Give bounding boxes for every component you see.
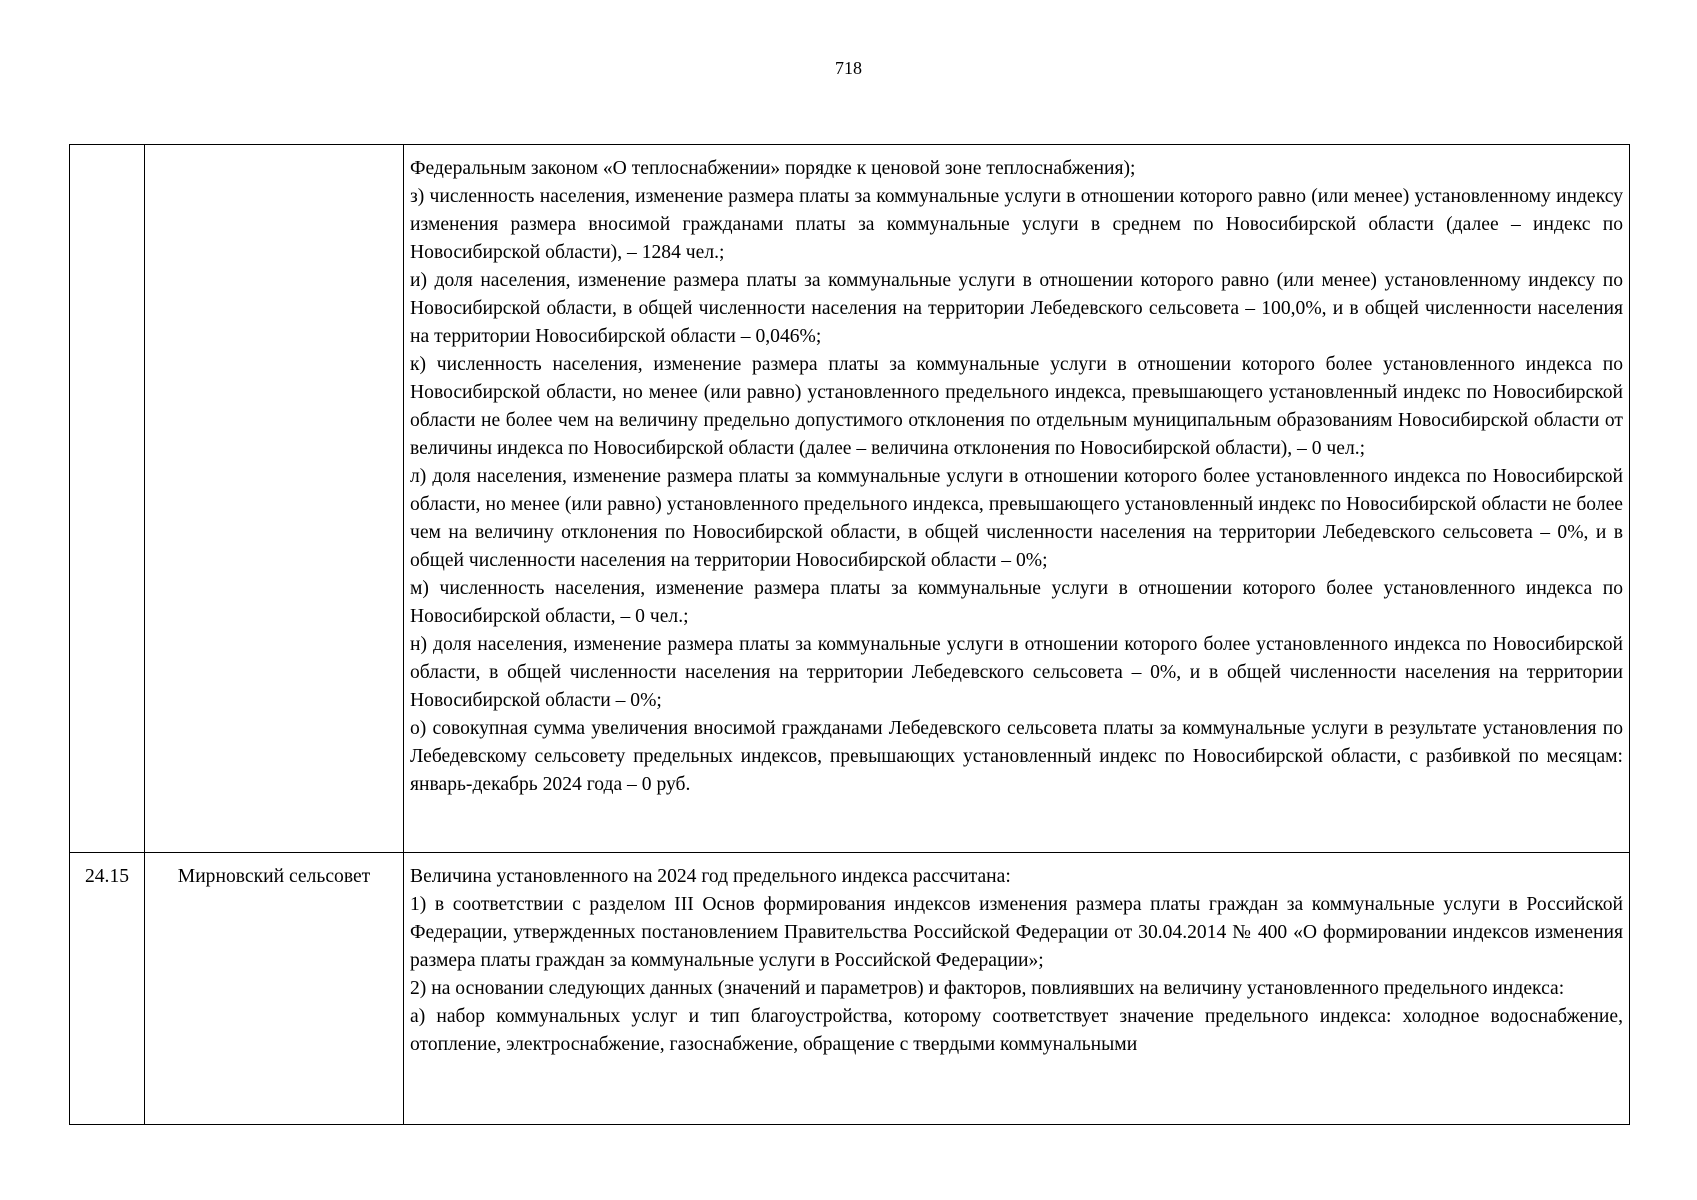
row-number-cell: 24.15 [70,853,145,1125]
row-number-cell [70,145,145,853]
paragraph: л) доля населения, изменение размера платы за коммунальные услуги в отношении которого более установленного индекса по Новосибирской области, но менее (или равно) установленного предельного индекса, превышающего установленный индекс по Новосибирской области не более чем на величину отклонения по Новосибирской области, в общей численности населения на территории Лебедевского сельсовета – 0%, и в общей численности населения на территории Новосибирской области – 0%; [410,466,1623,571]
paragraph: и) доля населения, изменение размера платы за коммунальные услуги в отношении которого равно (или менее) установленному индексу по Новосибирской области, в общей численности населения на территории Лебедевского сельсовета – 100,0%, и в общей численности населения на территории Новосибирской области – 0,046%; [410,270,1623,347]
table-row [70,853,1630,1125]
page-number: 718 [835,58,862,78]
description-cell [404,145,1630,853]
description-cell [404,853,1630,1125]
paragraph: о) совокупная сумма увеличения вносимой гражданами Лебедевского сельсовета платы за коммунальные услуги в результате установления по Лебедевскому сельсовету предельных индексов, превышающих установленный индекс по Новосибирской области, с разбивкой по месяцам: январь-декабрь 2024 года – 0 руб. [410,718,1623,795]
paragraph: а) набор коммунальных услуг и тип благоустройства, которому соответствует значение предельного индекса: холодное водоснабжение, отопление, электроснабжение, газоснабжение, обращение с твердыми коммунальными [410,1006,1623,1055]
paragraph: 2) на основании следующих данных (значений и параметров) и факторов, повлиявших на величину установленного предельного индекса: [410,978,1565,999]
municipality-name-cell [145,145,404,853]
document-table [69,144,1630,1125]
paragraph: н) доля населения, изменение размера платы за коммунальные услуги в отношении которого более установленного индекса по Новосибирской области, в общей численности населения на территории Лебедевского сельсовета – 0%, и в общей численности населения на территории Новосибирской области – 0%; [410,634,1623,711]
paragraph: 1) в соответствии с разделом III Основ формирования индексов изменения размера платы граждан за коммунальные услуги в Российской Федерации, утвержденных постановлением Правительства Российской Федерации от 30.04.2014 № 400 «О формировании индексов изменения размера платы граждан за коммунальные услуги в Российской Федерации»; [410,894,1623,971]
paragraph: м) численность населения, изменение размера платы за коммунальные услуги в отношении которого более установленного индекса по Новосибирской области, – 0 чел.; [410,578,1623,627]
paragraph: Величина установленного на 2024 год предельного индекса рассчитана: [410,866,1011,887]
table-row [70,145,1630,853]
paragraph: к) численность населения, изменение размера платы за коммунальные услуги в отношении которого более установленного индекса по Новосибирской области, но менее (или равно) установленного предельного индекса, превышающего установленный индекс по Новосибирской области не более чем на величину предельно допустимого отклонения по отдельным муниципальным образованиям Новосибирской области от величины индекса по Новосибирской области (далее – величина отклонения по Новосибирской области), – 0 чел.; [410,354,1623,459]
paragraph: Федеральным законом «О теплоснабжении» порядке к ценовой зоне теплоснабжения); [410,158,1136,179]
municipality-name-cell: Мирновский сельсовет [145,853,404,1125]
paragraph: з) численность населения, изменение размера платы за коммунальные услуги в отношении которого равно (или менее) установленному индексу изменения размера вносимой гражданами платы за коммунальные услуги в среднем по Новосибирской области (далее – индекс по Новосибирской области), – 1284 чел.; [410,186,1623,263]
